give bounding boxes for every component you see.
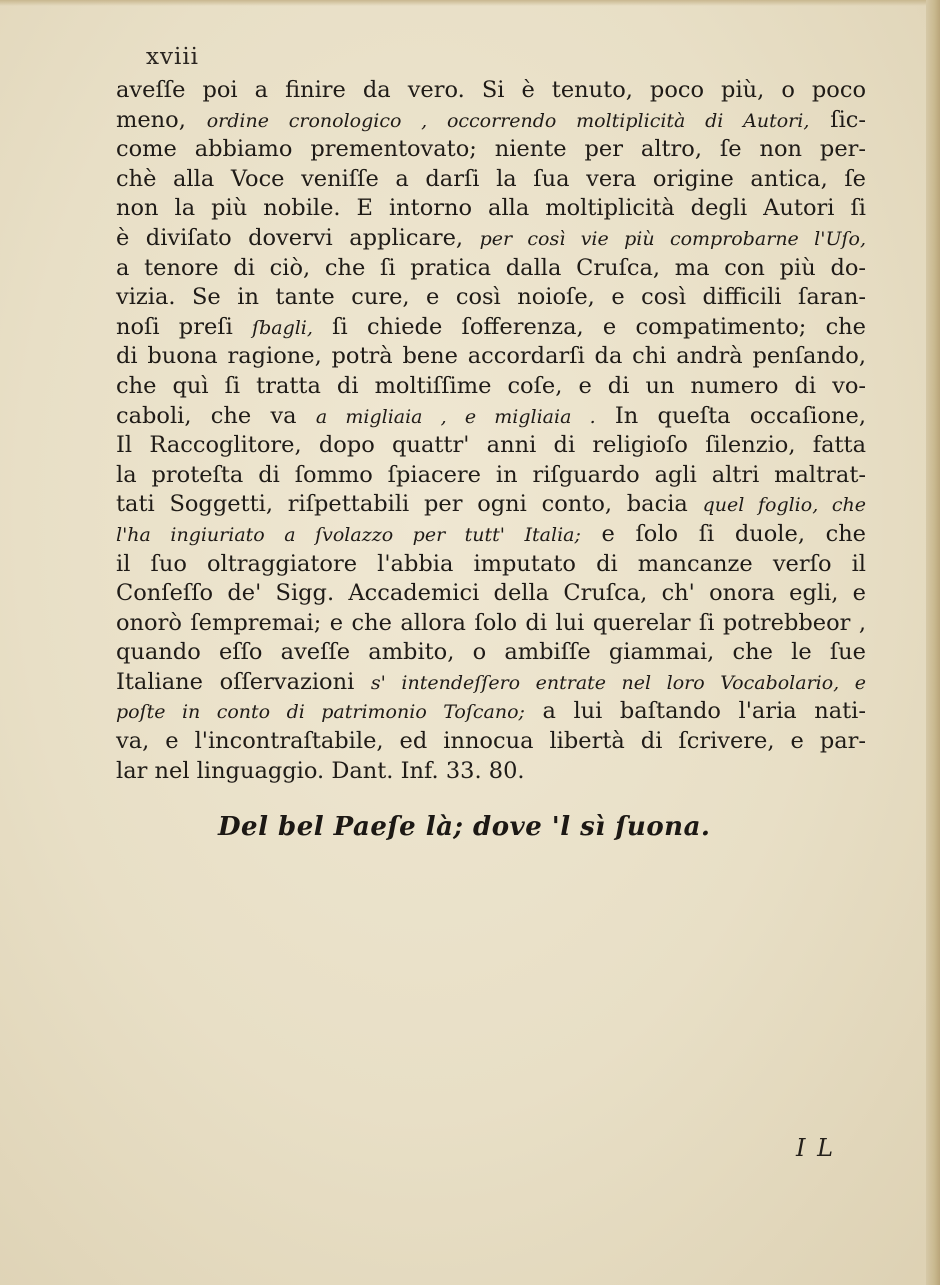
text-line: noſi preſi ſbagli, ſi chiede ſofferenza, e compatimento; che [116,313,866,340]
text-line: Il Raccoglitore, dopo quattr' anni di religioſo ſilenzio, fatta [116,432,866,459]
text-line: Conſeſſo de' Sigg. Accademici della Cruſca, ch' onora egli, e [116,580,866,607]
text-line: aveſſe poi a finire da vero. Si è tenuto, poco più, o poco [116,77,866,103]
text-line: chè alla Voce veniſſe a darſi la ſua vera origine antica, ſe [116,165,866,192]
text-line: onorò ſempremai; e che allora ſolo di lui querelar ſi potrebbeor , [116,609,866,636]
dante-quotation: Del bel Paeſe là; dove 'l sì ſuona. [218,812,711,842]
text-line: tati Soggetti, riſpettabili per ogni conto, bacia quel foglio, che [116,491,867,518]
italic-phrase: quel foglio, che [702,494,867,517]
text-line: l'ha ingiuriato a ſvolazzo per tutt' Italia; e ſolo ſi duole, che [116,520,866,547]
page-number: xviii [146,44,200,70]
text-line: caboli, che va a migliaia , e migliaia . In queſta occaſione, [116,402,867,429]
text-line: di buona ragione, potrà bene accordarſi da chi andrà penſando, [116,343,866,370]
text-line: che quì ſi tratta di moltiſſime coſe, e di un numero di vo- [116,372,866,399]
text-line: poſte in conto di patrimonio Toſcano; a lui baſtando l'aria nati- [116,698,866,725]
body-paragraph [116,76,866,786]
catchword: I L [796,1134,836,1162]
text-line: lar nel linguaggio. Dant. Inf. 33. 80. [116,757,525,784]
text-line: va, e l'incontraſtabile, ed innocua libertà di ſcrivere, e par- [116,728,866,755]
text-line: a tenore di ciò, che ſi pratica dalla Cruſca, ma con più do- [116,254,866,281]
text-line: meno, ordine cronologico , occorrendo moltiplicità di Autori, ſic- [116,106,866,133]
italic-phrase: per così vie più comprobarne l'Uſo, [479,227,866,250]
text-line: Italiane oſſervazioni s' intendeſſero entrate nel loro Vocabolario, e [116,668,866,695]
italic-phrase: l'ha ingiuriato a ſvolazzo per tutt' Italia; [116,523,581,546]
text-line: non la più nobile. E intorno alla moltiplicità degli Autori ſi [116,195,866,222]
text-line: la proteſta di ſommo ſpiacere in riſguardo agli altri maltrat- [116,461,866,488]
text-line: come abbiamo prementovato; niente per altro, ſe non per- [116,136,866,163]
text-line: quando eſſo aveſſe ambito, o ambiſſe giammai, che le ſue [116,639,866,666]
text-line: il ſuo oltraggiatore l'abbia imputato di mancanze verſo il [116,550,866,577]
italic-phrase: a migliaia , e migliaia . [315,405,596,428]
italic-phrase: poſte in conto di patrimonio Toſcano; [116,701,525,724]
italic-phrase: ordine cronologico , occorrendo moltiplicità di Autori, [206,109,810,132]
italic-phrase: s' intendeſſero entrate nel loro Vocabolario, e [370,671,866,694]
text-line: è diviſato dovervi applicare, per così vie più comprobarne l'Uſo, [116,224,866,251]
text-line: vizia. Se in tante cure, e così noioſe, e così difficili ſaran- [116,284,866,311]
page-top-shadow [0,0,940,6]
italic-phrase: ſbagli, [252,316,313,339]
page-right-edge [926,0,940,1285]
